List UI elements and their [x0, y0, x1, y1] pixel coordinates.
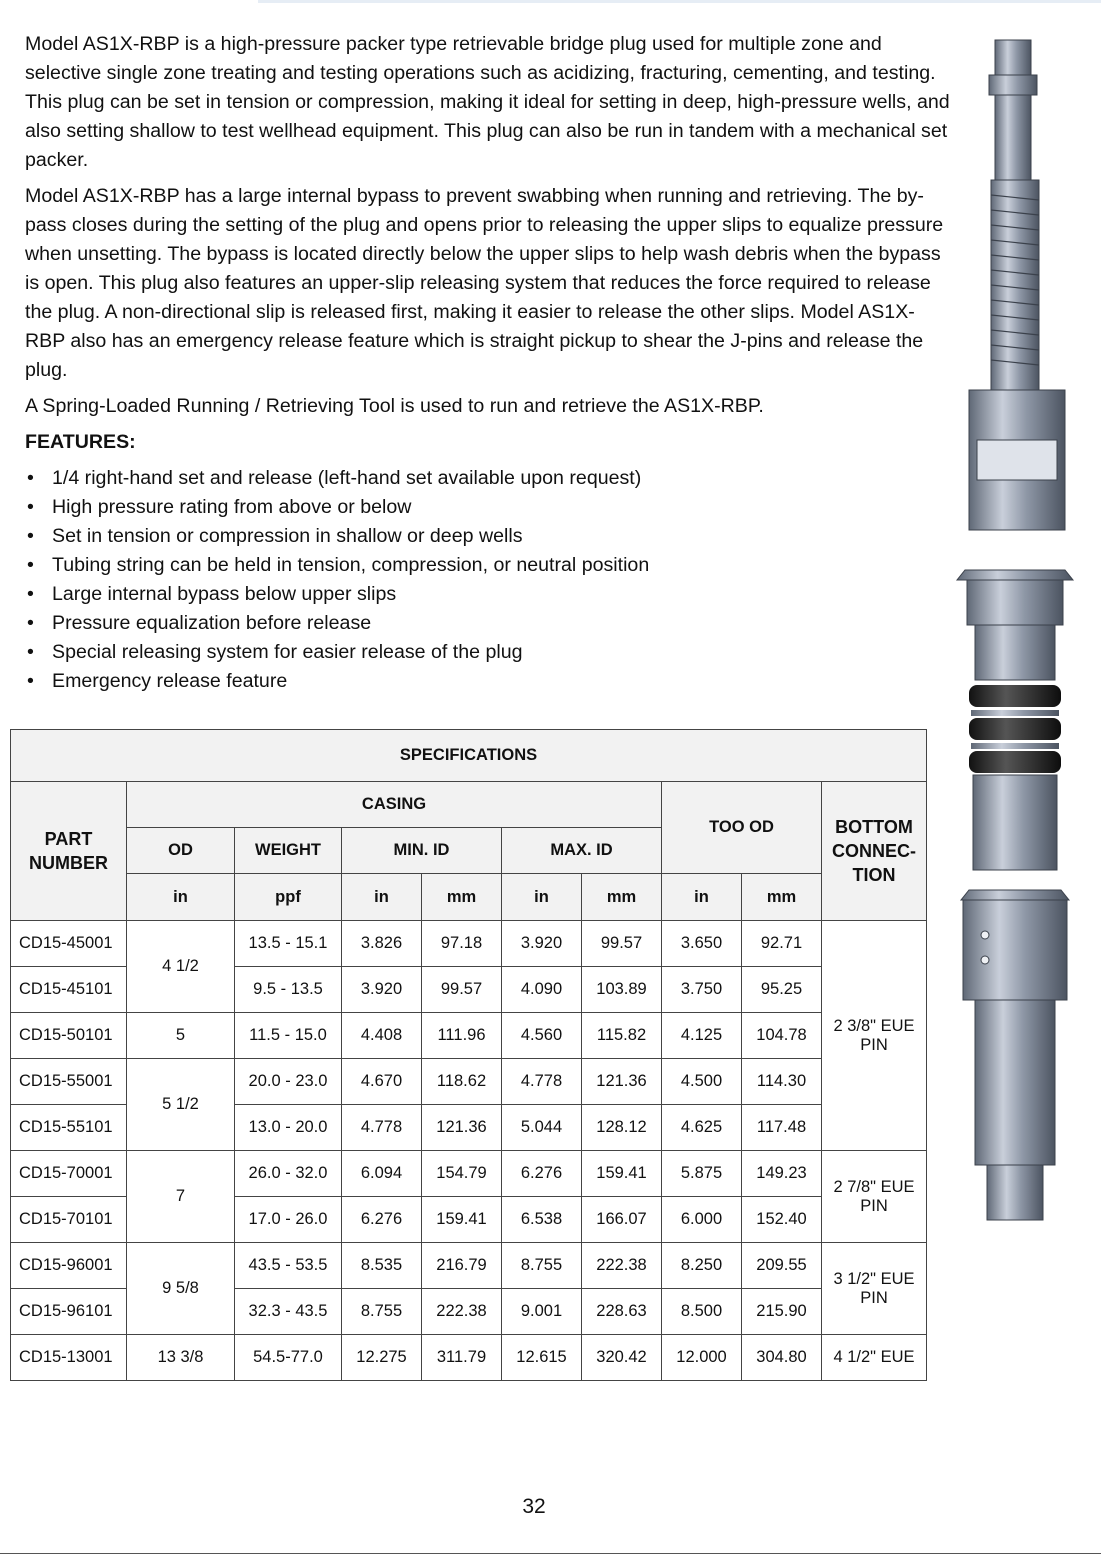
casing-od-cell: 5 1/2 — [127, 1059, 235, 1151]
max-id-mm-cell: 228.63 — [582, 1289, 662, 1335]
intro-paragraph: Model AS1X-RBP has a large internal bypass to prevent swabbing when running and retrieving. The by-pass closes during the setting of the plug and opens prior to releasing the upper slips to equalize pressure when unsetting. The bypass is located directly below the upper slips to help wash debris when the bypass is open. This plug also features an upper-slip releasing system that reduces the force required to release the plug. A non-directional slip is released first, making it easier to release the other slips. Model AS1X-RBP also has an emergency release feature which is straight pickup to shear the J-pins and release the plug. — [25, 185, 944, 381]
bottom-rule — [0, 1553, 1101, 1554]
table-row — [11, 1243, 927, 1289]
max-id-in-cell: 3.920 — [502, 921, 582, 967]
bottom-connection-cell: 4 1/2" EUE — [822, 1335, 927, 1381]
weight-cell: 26.0 - 32.0 — [235, 1151, 342, 1197]
product-description — [25, 30, 950, 696]
table-row — [11, 921, 927, 967]
casing-od-cell: 4 1/2 — [127, 921, 235, 1013]
intro-paragraph: A Spring-Loaded Running / Retrieving Tool is used to run and retrieve the AS1X-RBP. — [25, 395, 764, 417]
unit-header: mm — [582, 874, 662, 921]
unit-header: in — [662, 874, 742, 921]
weight-cell: 54.5-77.0 — [235, 1335, 342, 1381]
feature-item: • Large internal bypass below upper slips — [25, 580, 950, 609]
max-id-mm-cell: 115.82 — [582, 1013, 662, 1059]
feature-item: • Special releasing system for easier release of the plug — [25, 638, 950, 667]
weight-header: WEIGHT — [235, 828, 342, 874]
feature-item: • Set in tension or compression in shallow or deep wells — [25, 522, 950, 551]
bottom-connection-header: BOTTOM CONNEC-TION — [822, 782, 927, 921]
max-id-in-cell: 8.755 — [502, 1243, 582, 1289]
part-number-cell: CD15-50101 — [11, 1013, 127, 1059]
min-id-mm-cell: 99.57 — [422, 967, 502, 1013]
tool-od-mm-cell: 92.71 — [742, 921, 822, 967]
tool-od-mm-cell: 114.30 — [742, 1059, 822, 1105]
max-id-in-cell: 6.538 — [502, 1197, 582, 1243]
max-id-in-cell: 12.615 — [502, 1335, 582, 1381]
tool-od-mm-cell: 149.23 — [742, 1151, 822, 1197]
min-id-in-cell: 4.670 — [342, 1059, 422, 1105]
weight-cell: 17.0 - 26.0 — [235, 1197, 342, 1243]
min-id-mm-cell: 97.18 — [422, 921, 502, 967]
tool-od-in-cell: 4.125 — [662, 1013, 742, 1059]
casing-od-cell: 13 3/8 — [127, 1335, 235, 1381]
feature-item: • Tubing string can be held in tension, compression, or neutral position — [25, 551, 950, 580]
features-heading: FEATURES: — [25, 431, 136, 453]
tool-od-mm-cell: 95.25 — [742, 967, 822, 1013]
feature-item: • 1/4 right-hand set and release (left-hand set available upon request) — [25, 464, 950, 493]
max-id-in-cell: 4.560 — [502, 1013, 582, 1059]
min-id-in-cell: 4.408 — [342, 1013, 422, 1059]
tool-od-in-cell: 4.500 — [662, 1059, 742, 1105]
casing-od-cell: 5 — [127, 1013, 235, 1059]
bottom-connection-cell: 2 7/8" EUE PIN — [822, 1151, 927, 1243]
unit-header: in — [502, 874, 582, 921]
max-id-mm-cell: 320.42 — [582, 1335, 662, 1381]
weight-cell: 20.0 - 23.0 — [235, 1059, 342, 1105]
weight-cell: 11.5 - 15.0 — [235, 1013, 342, 1059]
max-id-in-cell: 5.044 — [502, 1105, 582, 1151]
max-id-mm-cell: 166.07 — [582, 1197, 662, 1243]
feature-list — [25, 464, 950, 696]
min-id-in-cell: 3.826 — [342, 921, 422, 967]
tool-od-in-cell: 8.250 — [662, 1243, 742, 1289]
bridge-plug-tool-illustration — [955, 30, 1075, 1230]
part-number-cell: CD15-96001 — [11, 1243, 127, 1289]
feature-item: • High pressure rating from above or below — [25, 493, 950, 522]
min-id-in-cell: 8.755 — [342, 1289, 422, 1335]
feature-item: • Pressure equalization before release — [25, 609, 950, 638]
table-row — [11, 1151, 927, 1197]
min-id-mm-cell: 222.38 — [422, 1289, 502, 1335]
table-row — [11, 1059, 927, 1105]
part-number-cell: CD15-45101 — [11, 967, 127, 1013]
part-number-cell: CD15-55001 — [11, 1059, 127, 1105]
part-number-cell: CD15-45001 — [11, 921, 127, 967]
min-id-in-cell: 6.094 — [342, 1151, 422, 1197]
tool-od-in-cell: 6.000 — [662, 1197, 742, 1243]
min-id-mm-cell: 121.36 — [422, 1105, 502, 1151]
min-id-in-cell: 3.920 — [342, 967, 422, 1013]
min-id-in-cell: 8.535 — [342, 1243, 422, 1289]
min-id-mm-cell: 216.79 — [422, 1243, 502, 1289]
max-id-header: MAX. ID — [502, 828, 662, 874]
tool-od-mm-cell: 209.55 — [742, 1243, 822, 1289]
casing-header: CASING — [127, 782, 662, 828]
tool-od-mm-cell: 104.78 — [742, 1013, 822, 1059]
unit-header: mm — [742, 874, 822, 921]
max-id-in-cell: 6.276 — [502, 1151, 582, 1197]
tool-od-in-cell: 12.000 — [662, 1335, 742, 1381]
part-number-cell: CD15-55101 — [11, 1105, 127, 1151]
unit-header: mm — [422, 874, 502, 921]
min-id-mm-cell: 311.79 — [422, 1335, 502, 1381]
feature-item: • Emergency release feature — [25, 667, 950, 696]
tool-od-in-cell: 3.650 — [662, 921, 742, 967]
tool-od-in-cell: 5.875 — [662, 1151, 742, 1197]
casing-od-cell: 7 — [127, 1151, 235, 1243]
intro-paragraph: Model AS1X-RBP is a high-pressure packer type retrievable bridge plug used for multiple zone and selective single zone treating and testing operations such as acidizing, fracturing, cementing, and testing. This plug can be set in tension or compression, making it ideal for setting in deep, high-pressure wells, and also setting shallow to test wellhead equipment. This plug can also be run in tandem with a mechanical set packer. — [25, 33, 950, 171]
weight-cell: 43.5 - 53.5 — [235, 1243, 342, 1289]
unit-header: in — [127, 874, 235, 921]
top-rule — [258, 0, 1101, 3]
tool-od-mm-cell: 117.48 — [742, 1105, 822, 1151]
unit-header: in — [342, 874, 422, 921]
min-id-in-cell: 12.275 — [342, 1335, 422, 1381]
tool-od-header: TOO OD — [662, 782, 822, 874]
min-id-mm-cell: 118.62 — [422, 1059, 502, 1105]
od-header: OD — [127, 828, 235, 874]
bottom-connection-cell: 2 3/8" EUE PIN — [822, 921, 927, 1151]
max-id-in-cell: 4.778 — [502, 1059, 582, 1105]
max-id-in-cell: 9.001 — [502, 1289, 582, 1335]
tool-od-in-cell: 8.500 — [662, 1289, 742, 1335]
part-number-cell: CD15-70101 — [11, 1197, 127, 1243]
min-id-mm-cell: 111.96 — [422, 1013, 502, 1059]
specifications-table — [10, 729, 927, 1381]
weight-cell: 13.5 - 15.1 — [235, 921, 342, 967]
max-id-in-cell: 4.090 — [502, 967, 582, 1013]
weight-cell: 9.5 - 13.5 — [235, 967, 342, 1013]
max-id-mm-cell: 121.36 — [582, 1059, 662, 1105]
min-id-in-cell: 4.778 — [342, 1105, 422, 1151]
max-id-mm-cell: 99.57 — [582, 921, 662, 967]
max-id-mm-cell: 103.89 — [582, 967, 662, 1013]
page-number: 32 — [522, 1495, 546, 1518]
part-number-header: PART NUMBER — [11, 782, 127, 921]
max-id-mm-cell: 128.12 — [582, 1105, 662, 1151]
tool-od-mm-cell: 304.80 — [742, 1335, 822, 1381]
part-number-cell: CD15-96101 — [11, 1289, 127, 1335]
part-number-cell: CD15-13001 — [11, 1335, 127, 1381]
max-id-mm-cell: 222.38 — [582, 1243, 662, 1289]
weight-cell: 32.3 - 43.5 — [235, 1289, 342, 1335]
specifications-title: SPECIFICATIONS — [11, 730, 927, 782]
casing-od-cell: 9 5/8 — [127, 1243, 235, 1335]
table-row — [11, 1013, 927, 1059]
max-id-mm-cell: 159.41 — [582, 1151, 662, 1197]
tool-od-mm-cell: 215.90 — [742, 1289, 822, 1335]
min-id-mm-cell: 154.79 — [422, 1151, 502, 1197]
part-number-cell: CD15-70001 — [11, 1151, 127, 1197]
min-id-header: MIN. ID — [342, 828, 502, 874]
min-id-mm-cell: 159.41 — [422, 1197, 502, 1243]
tool-od-in-cell: 3.750 — [662, 967, 742, 1013]
tool-od-in-cell: 4.625 — [662, 1105, 742, 1151]
weight-cell: 13.0 - 20.0 — [235, 1105, 342, 1151]
min-id-in-cell: 6.276 — [342, 1197, 422, 1243]
table-row — [11, 1335, 927, 1381]
unit-header: ppf — [235, 874, 342, 921]
tool-od-mm-cell: 152.40 — [742, 1197, 822, 1243]
bottom-connection-cell: 3 1/2" EUE PIN — [822, 1243, 927, 1335]
